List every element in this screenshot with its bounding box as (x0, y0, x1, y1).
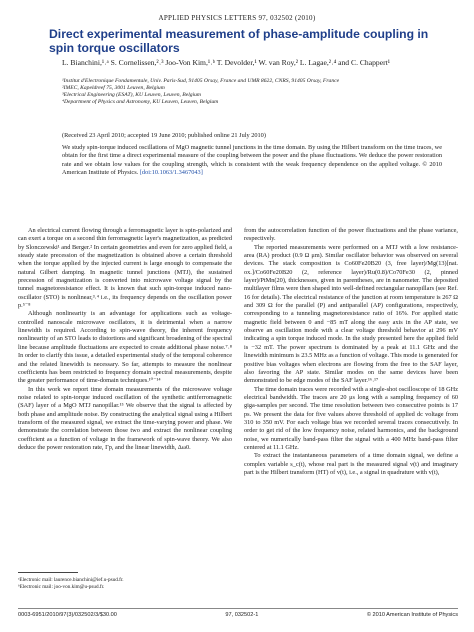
doi-link[interactable]: [doi:10.1063/1.3467043] (139, 169, 203, 177)
paragraph: The time domain traces were recorded with a single-shot oscilloscope of 18 GHz electrical bandwidth. The traces are 20 μs long with a sampling frequency of 60 giga-samples per second. The time resolution between two consecutive points is 17 ps. We present the data for five values above threshold of applied dc voltage from 310 to 350 mV. For each voltage bias we recorded several traces consecutively. In order to get rid of the low frequency noise, related harmonics, and the background noise, we numerically band-pass filter the signal with a 400 MHz band-pass filter centered at 11.1 GHz. (244, 385, 458, 451)
paragraph: An electrical current flowing through a ferromagnetic layer is spin-polarized and can exert a torque on a second thin ferromagnetic layer's magnetization, as predicted by Slonczewski¹ and Berger.² In certain geometries and even for zero applied field, a steady state precession of the magnetization is obtained above a certain threshold when the torque applied by the injected current is large enough to compensate the natural Gilbert damping. In magnetic tunnel junctions (MTJ), the sustained precession of magnetization is converted into microwave voltage signal by the tunnel magnetoresistance effect. It is known that such spin-torque induced nano-oscillator (STO) is nonlinear,³˒⁴ i.e., its frequency depends on the oscillation power p.⁵⁻⁸ (18, 227, 232, 310)
paragraph: Although nonlinearity is an advantage for applications such as voltage-controlled nanoscale microwave oscillators, it is detrimental when a narrow linewidth is required. According to spin-wave theory, the inherent frequency nonlinearity of an STO leads to distortions and significant broadening of the spectral line because amplitude fluctuations are expected to create additional phase noise.⁷˒⁸ In order to clarify this issue, a detailed experimental study of the temporal coherence and the related linewidth is necessary. So far, attempts to measure the nonlinear coefficients has been restricted to frequency domain spectral measurements, despite the greater performance of time-domain techniques.¹⁰⁻¹⁴ (18, 310, 232, 385)
footnote-a: ᵃElectronic mail: laurence.bianchini@ief.u-psud.fr. (18, 577, 124, 583)
paragraph: To extract the instantaneous parameters of a time domain signal, we define a complex variable s_c(t), whose real part is the measured signal v(t) and imaginary part is the Hilbert transform (HT) of v(t), i.e., a signal in quadrature with v(t), (244, 452, 458, 476)
paper-title: Direct experimental measurement of phase-amplitude coupling in spin torque oscillators (49, 27, 429, 55)
footer-copyright: © 2010 American Institute of Physics (366, 612, 458, 618)
footer-issn: 0003-6951/2010/97(3)/032502/3/$30.00 (18, 612, 117, 618)
affiliation-4: ⁴Department of Physics and Astronomy, KU Leuven, Leuven, Belgium (62, 99, 219, 106)
paragraph: from the autocorrelation function of the power fluctuations and the phase variance, respectively. (244, 227, 458, 243)
affiliation-2: ²IMEC, Kapeldreef 75, 3001 Leuven, Belgium (62, 85, 165, 92)
affiliation-1: ¹Institut d'Electronique Fondamentale, Univ. Paris-Sud, 91405 Orsay, France and UMR 8622, CNRS, 91405 Orsay, France (62, 78, 340, 84)
running-head: APPLIED PHYSICS LETTERS 97, 032502 (2010) (158, 14, 316, 22)
received-dates: (Received 23 April 2010; accepted 19 June 2010; published online 21 July 2010) (62, 132, 266, 139)
affiliations (62, 78, 442, 106)
body-column-left (18, 227, 232, 452)
footer-page-number: 97, 032502-1 (225, 612, 259, 618)
footnote-b: ᵇElectronic mail: joo-von.kim@u-psud.fr. (18, 583, 105, 590)
affiliation-3: ³Electrical Engineering (ESAT), KU Leuven, Leuven, Belgium (62, 92, 201, 99)
page-footer (18, 608, 458, 618)
author-list: L. Bianchini,¹˒ᵃ S. Cornelissen,²˒³ Joo-Von Kim,¹˒ᵇ T. Devolder,¹ W. van Roy,² L. Lagae,²˒⁴ and C. Chappert¹ (62, 58, 390, 67)
abstract-text: We study spin-torque induced oscillations of MgO magnetic tunnel junctions in the time domain. By using the Hilbert transform on the time traces, we obtain for the first time a direct experimental measure of the coupling between the power and the phase fluctuations. We deduce the power restoration rate and we obtain low values for the coupling strength, which is consistent with the weak frequency dependence on the applied voltage. © 2010 American Institute of Physics. (62, 144, 442, 177)
footnote-rule (18, 572, 78, 573)
footnotes (18, 577, 232, 590)
paragraph: The reported measurements were performed on a MTJ with a low resistance-area (RA) product (0.9 Ω μm). Similar oscillator behavior was observed on several devices. The stack composition is Co60Fe20B20 (3, free layer)/Mg(13)[nat. ox.]/Co60Fe20B20 (2, reference layer)/Ru(0.8)/Co70Fe30 (2, pinned layer)/PtMn(20), thicknesses, given in parentheses, are in nanometer. The deposited multilayer films were then shaped into well-defined rectangular nanopillars (see Ref. 16 for details). The electrical resistance of the junction at room temperature is 267 Ω and 309 Ω for the parallel (P) and antiparallel (AP) configurations, respectively, corresponding to a tunneling magnetoresistance ratio of 16%. For applied static magnetic field between 0 and −85 mT along the easy axis in the AP state, we observe an oscillation mode with a clear voltage threshold behavior at 296 mV indicating a spin torque induced mode. In the study presented here the applied field is −32 mT. The power spectrum is dominated by a peak at 11.1 GHz and the linewidth minimum is 23.5 MHz as a function of voltage. This mode is generated for positive bias voltages when electrons are flowing from the free to the SAF layer, also favoring the AP state. Similar modes on the same devices have been demonstrated to be edge modes of the SAF layer.¹⁶˒¹⁷ (244, 243, 458, 385)
body-column-right (244, 227, 458, 477)
paragraph: In this work we report time domain measurements of the microwave voltage noise related to spin-torque induced oscillation of the synthetic antiferromagnetic (SAF) layer of a MgO MTJ nanopillar.¹⁵ We observe that the signal is affected by both phase and amplitude noise. By constructing the analytical signal using a Hilbert transform of the measured signal, we extract the time-varying power and phase. We demonstrate the correlation between those two and extract the nonlinear coupling coefficient as a function of voltage in the framework of spin-wave theory. We also deduce the power restoration rate, Γp, and the linear linewidth, Δω0. (18, 385, 232, 451)
abstract (62, 144, 442, 178)
